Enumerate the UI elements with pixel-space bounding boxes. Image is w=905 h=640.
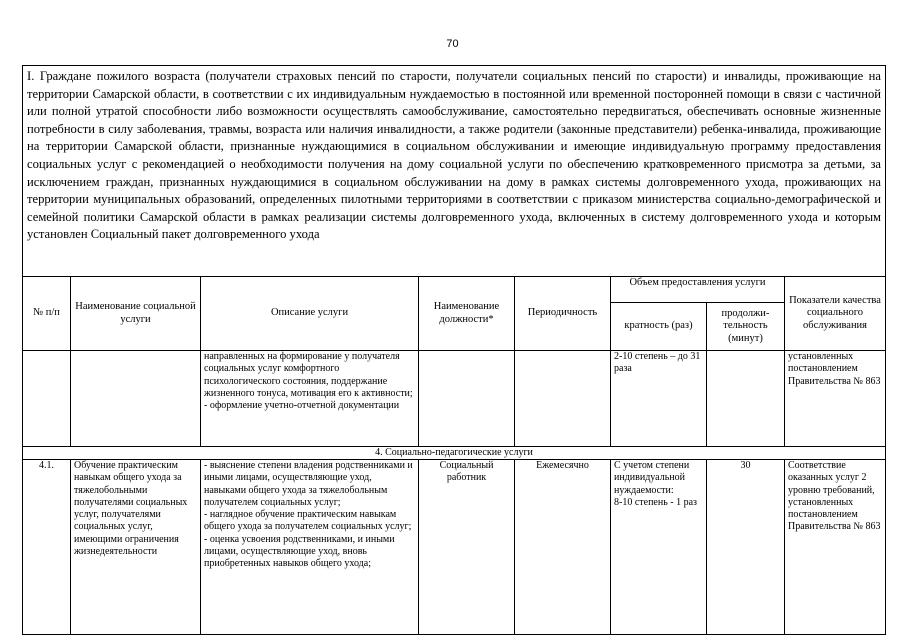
header-num: № п/п: [23, 277, 71, 351]
continuation-quality: установленных постановлением Правительства № 863: [785, 351, 886, 447]
services-table: [22, 65, 886, 635]
continuation-row: [23, 351, 886, 447]
intro-text: I. Граждане пожилого возраста (получатели страховых пенсий по старости, получатели социальных пенсий по старости) и инвалиды, проживающие на территории Самарской области, в соответствии с их индивидуальным нуждаемостью в постоянной или временной посторонней помощи в связи с частичной или полной утратой способности либо возможности осуществлять самообслуживание, самостоятельно передвигаться, обеспечивать основные жизненные потребности в силу заболевания, травмы, возраста или наличия инвалидности, а также родители (законные представители) ребенка-инвалида, проживающие на территории Самарской области, признанные нуждающимися в социальном обслуживании и имеющие индивидуальную программу предоставления социальных услуг с рекомендацией о необходимости получения на дому социальной услуги по обеспечению кратковременного присмотра за детьми, за исключением граждан, признанных нуждающимися в социальном обслуживании на дому в рамках системы долговременного ухода, проживающих на территории муниципальных образований, определенных пилотными территориями в соответствии с приказом министерства социально-демографической и семейной политики Самарской области в рамках реализации системы долговременного ухода, включенных в систему долговременного ухода и которым установлен Социальный пакет долговременного ухода: [23, 66, 886, 277]
header-frequency: кратность (раз): [611, 303, 707, 351]
page-number: 70: [446, 38, 459, 50]
continuation-frequency: 2-10 степень – до 31 раза: [611, 351, 707, 447]
header-periodicity: Периодичность: [515, 277, 611, 351]
table-row: [23, 460, 886, 635]
row-description: - выяснение степени владения родственниками и иными лицами, осуществляющие уход, навыками общего ухода за тяжелобольным получателем социальных услуг; - наглядное обучение практическим навыкам общего ухода за получателем социальных услуг; - оценка усвоения родственниками, и иными лицами, осуществляющие уход, вновь приобретенных навыков общего ухода;: [201, 460, 419, 635]
header-row-1: [23, 277, 886, 303]
header-position: Наименование должности*: [419, 277, 515, 351]
row-position: Социальный работник: [419, 460, 515, 635]
row-service-name: Обучение практическим навыкам общего ухода за тяжелобольными получателями социальных услуг, получателями социальных услуг, имеющими ограничения жизнедеятельности: [71, 460, 201, 635]
header-volume: Объем предоставления услуги: [611, 277, 785, 303]
section-title: 4. Социально-педагогические услуги: [23, 447, 886, 460]
header-description: Описание услуги: [201, 277, 419, 351]
header-quality: Показатели качества социального обслуживания: [785, 277, 886, 351]
header-service-name: Наименование социальной услуги: [71, 277, 201, 351]
row-duration: 30: [707, 460, 785, 635]
header-duration: продолжи-тельность (минут): [707, 303, 785, 351]
section-row: [23, 447, 886, 460]
row-num: 4.1.: [23, 460, 71, 635]
intro-row: [23, 66, 886, 277]
row-frequency: С учетом степени индивидуальной нуждаемости: 8-10 степень - 1 раз: [611, 460, 707, 635]
continuation-description: направленных на формирование у получателя социальных услуг комфортного психологического состояния, поддержание жизненного тонуса, мотивация его к активности; - оформление учетно-отчетной документации: [201, 351, 419, 447]
row-quality: Соответствие оказанных услуг 2 уровню требований, установленных постановлением Правительства № 863: [785, 460, 886, 635]
row-periodicity: Ежемесячно: [515, 460, 611, 635]
